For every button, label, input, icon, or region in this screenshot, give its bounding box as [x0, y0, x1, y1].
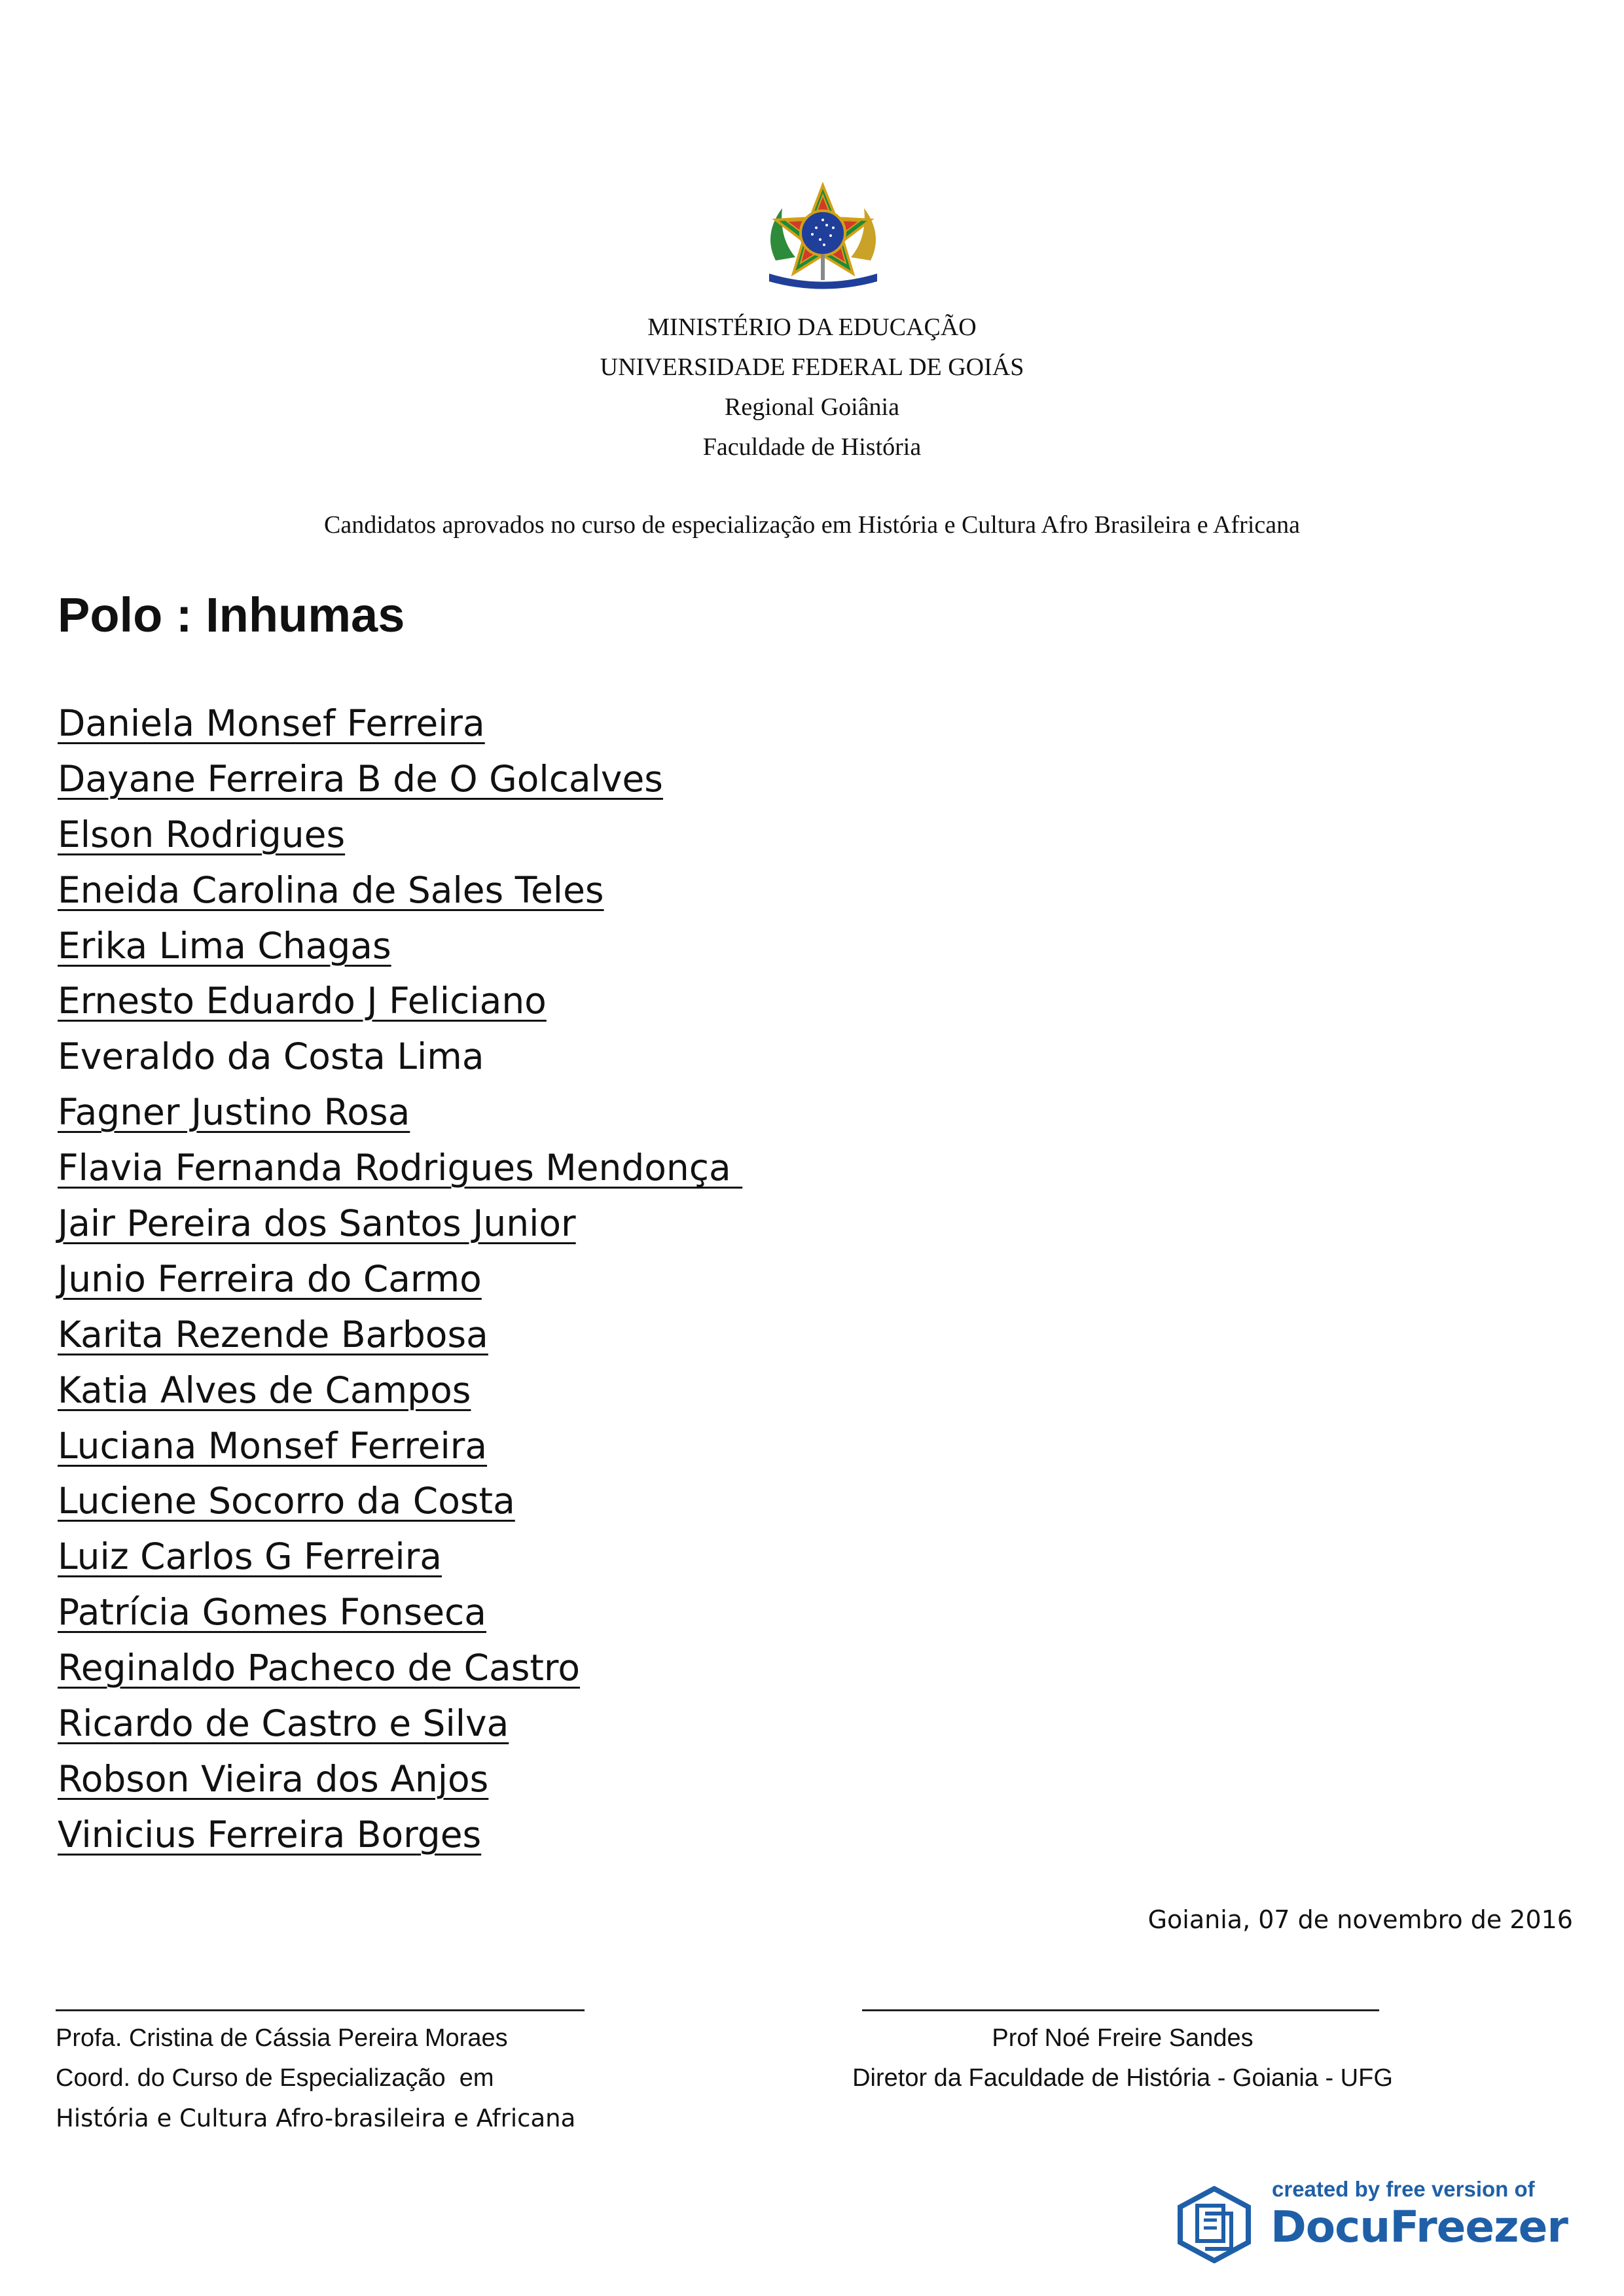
candidate-name-link[interactable]: Robson Vieira dos Anjos: [58, 1757, 489, 1800]
candidate-name-link[interactable]: Flavia Fernanda Rodrigues Mendonça: [58, 1147, 743, 1189]
candidate-name-link[interactable]: Katia Alves de Campos: [58, 1369, 471, 1411]
list-item: [58, 1307, 742, 1363]
director-role: Diretor da Faculdade de História - Goiania - UFG: [852, 2064, 1393, 2092]
docufreezer-watermark: [1175, 2172, 1581, 2263]
candidate-name-link[interactable]: Eneida Carolina de Sales Teles: [58, 869, 604, 911]
candidate-name-link[interactable]: Luiz Carlos G Ferreira: [58, 1535, 442, 1578]
list-item: [58, 973, 742, 1029]
director-name: Prof Noé Freire Sandes: [992, 2024, 1254, 2052]
list-item: [58, 1085, 742, 1140]
list-item: [58, 863, 742, 918]
candidate-name-link[interactable]: Luciene Socorro da Costa: [58, 1480, 515, 1522]
candidate-name-link[interactable]: Reginaldo Pacheco de Castro: [58, 1647, 580, 1689]
candidate-name-link[interactable]: Daniela Monsef Ferreira: [58, 702, 485, 744]
coat-of-arms-emblem: [756, 182, 890, 290]
list-item: [58, 1418, 742, 1474]
candidate-name-link[interactable]: Vinicius Ferreira Borges: [58, 1813, 482, 1856]
signature-line-left: [56, 2009, 585, 2011]
list-item: [58, 1196, 742, 1251]
list-item: [58, 1251, 742, 1307]
candidate-name-link[interactable]: Patrícia Gomes Fonseca: [58, 1591, 487, 1634]
candidate-name-link[interactable]: Erika Lima Chagas: [58, 924, 391, 967]
list-item: [58, 696, 742, 751]
coordinator-role: Coord. do Curso de Especialização em: [56, 2064, 494, 2092]
candidate-name-link[interactable]: Elson Rodrigues: [58, 813, 346, 855]
list-item: [58, 807, 742, 863]
polo-heading: Polo : Inhumas: [58, 588, 405, 642]
candidate-name-link[interactable]: Ricardo de Castro e Silva: [58, 1702, 509, 1745]
watermark-brand: DocuFreezer: [1271, 2202, 1568, 2252]
list-item: [58, 1473, 742, 1529]
regional-name: Regional Goiânia: [725, 393, 899, 421]
approved-candidates-list: [58, 696, 742, 1863]
list-item: [58, 1751, 742, 1807]
faculty-name: Faculdade de História: [702, 433, 922, 461]
candidate-name-link[interactable]: Fagner Justino Rosa: [58, 1091, 410, 1134]
list-item: [58, 1585, 742, 1640]
ministry-name: MINISTÉRIO DA EDUCAÇÃO: [647, 314, 977, 341]
candidate-name-link[interactable]: Jair Pereira dos Santos Junior: [58, 1202, 576, 1245]
list-item: [58, 751, 742, 807]
list-item: [58, 1029, 742, 1085]
document-date: Goiania, 07 de novembro de 2016: [1147, 1905, 1573, 1934]
university-name: UNIVERSIDADE FEDERAL DE GOIÁS: [600, 353, 1024, 381]
list-item: [58, 1640, 742, 1696]
candidate-name-link[interactable]: Luciana Monsef Ferreira: [58, 1424, 488, 1467]
list-item: [58, 1140, 742, 1196]
list-item: [58, 1363, 742, 1418]
list-item: [58, 1529, 742, 1585]
candidate-name-link[interactable]: Karita Rezende Barbosa: [58, 1313, 488, 1355]
docufreezer-logo-icon: [1175, 2186, 1254, 2263]
coordinator-course: História e Cultura Afro-brasileira e Africana: [56, 2104, 576, 2132]
signature-block-director: [795, 2018, 1450, 2098]
candidate-name-link[interactable]: Ernesto Eduardo J Feliciano: [58, 980, 547, 1022]
document-subtitle: Candidatos aprovados no curso de especialização em História e Cultura Afro Brasileira e Africana: [324, 511, 1300, 539]
watermark-caption: created by free version of: [1272, 2177, 1535, 2201]
candidate-name-link[interactable]: Junio Ferreira do Carmo: [58, 1257, 482, 1300]
candidate-name-link[interactable]: Dayane Ferreira B de O Golcalves: [58, 757, 663, 800]
signature-block-coordinator: [56, 2018, 575, 2138]
signature-line-right: [862, 2009, 1379, 2011]
list-item: [58, 918, 742, 974]
list-item: [58, 1807, 742, 1863]
institution-header: [0, 308, 1624, 467]
coordinator-name: Profa. Cristina de Cássia Pereira Moraes: [56, 2024, 508, 2052]
candidate-name: Everaldo da Costa Lima: [58, 1035, 484, 1078]
list-item: [58, 1696, 742, 1751]
